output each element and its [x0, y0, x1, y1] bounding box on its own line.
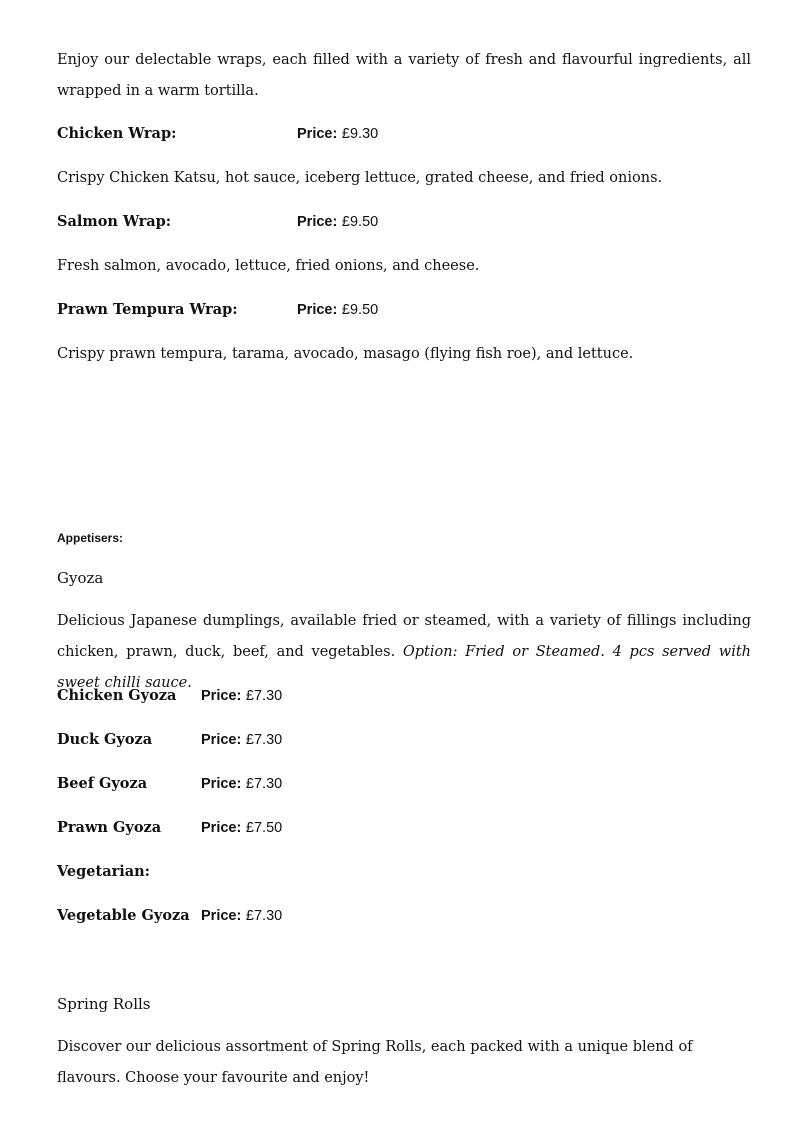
- gyoza-option-note: Option: Fried or Steamed. 4 pcs served with sweet chilli sauce.: [57, 644, 751, 691]
- spring-rolls-description-text: Discover our delicious assortment of Spring Rolls, each packed with a unique blend of flavours. Choose your favourite and enjoy!: [57, 1039, 693, 1086]
- item-price: [201, 686, 282, 706]
- item-price: [201, 774, 282, 794]
- menu-item-prawn-tempura-wrap: [57, 300, 751, 320]
- item-name: Chicken Wrap:: [57, 125, 177, 142]
- price-label: Price:: [297, 214, 338, 230]
- price-value: £7.30: [245, 688, 283, 704]
- item-price: [297, 300, 378, 320]
- item-price: [297, 124, 378, 144]
- item-description: Crispy Chicken Katsu, hot sauce, iceberg lettuce, grated cheese, and fried onions.: [57, 170, 663, 186]
- item-price: [201, 906, 282, 926]
- menu-item-salmon-wrap: [57, 212, 751, 232]
- price-label: Price:: [201, 908, 242, 924]
- price-value: £7.50: [245, 820, 283, 836]
- menu-item-prawn-gyoza: [57, 818, 457, 838]
- menu-item-chicken-wrap: [57, 124, 751, 144]
- wraps-intro: [57, 45, 751, 107]
- section-title-appetisers: Appetisers:: [57, 531, 124, 545]
- item-name: Prawn Gyoza: [57, 819, 162, 836]
- price-label: Price:: [201, 732, 242, 748]
- spring-rolls-heading: Spring Rolls: [57, 995, 151, 1013]
- price-value: £9.30: [341, 126, 379, 142]
- menu-item-duck-gyoza: [57, 730, 457, 750]
- gyoza-description-body: Delicious Japanese dumplings, available fried or steamed, with a variety of fillings including chicken, prawn, duck, beef, and vegetables.: [57, 613, 751, 660]
- item-name: Vegetable Gyoza: [57, 907, 190, 924]
- price-value: £7.30: [245, 776, 283, 792]
- price-label: Price:: [201, 776, 242, 792]
- price-value: £9.50: [341, 302, 379, 318]
- price-value: £7.30: [245, 732, 283, 748]
- item-name: Chicken Gyoza: [57, 687, 177, 704]
- vegetarian-label-text: Vegetarian:: [57, 863, 151, 880]
- price-label: Price:: [297, 302, 338, 318]
- menu-item-vegetable-gyoza: [57, 906, 457, 926]
- item-name: Beef Gyoza: [57, 775, 148, 792]
- item-name: Salmon Wrap:: [57, 213, 172, 230]
- gyoza-heading: Gyoza: [57, 569, 104, 587]
- item-description: Fresh salmon, avocado, lettuce, fried onions, and cheese.: [57, 258, 480, 274]
- item-description: Crispy prawn tempura, tarama, avocado, masago (flying fish roe), and lettuce.: [57, 346, 634, 362]
- item-price: [297, 212, 378, 232]
- price-label: Price:: [297, 126, 338, 142]
- price-label: Price:: [201, 820, 242, 836]
- item-price: [201, 730, 282, 750]
- item-name: Duck Gyoza: [57, 731, 153, 748]
- price-value: £9.50: [341, 214, 379, 230]
- spring-rolls-description: [57, 1032, 751, 1094]
- wraps-intro-text: Enjoy our delectable wraps, each filled with a variety of fresh and flavourful ingredients, all wrapped in a warm tortilla.: [57, 52, 751, 99]
- price-label: Price:: [201, 688, 242, 704]
- menu-item-chicken-gyoza: [57, 686, 457, 706]
- item-name: Prawn Tempura Wrap:: [57, 301, 238, 318]
- price-value: £7.30: [245, 908, 283, 924]
- vegetarian-label: [57, 862, 457, 882]
- menu-item-beef-gyoza: [57, 774, 457, 794]
- item-price: [201, 818, 282, 838]
